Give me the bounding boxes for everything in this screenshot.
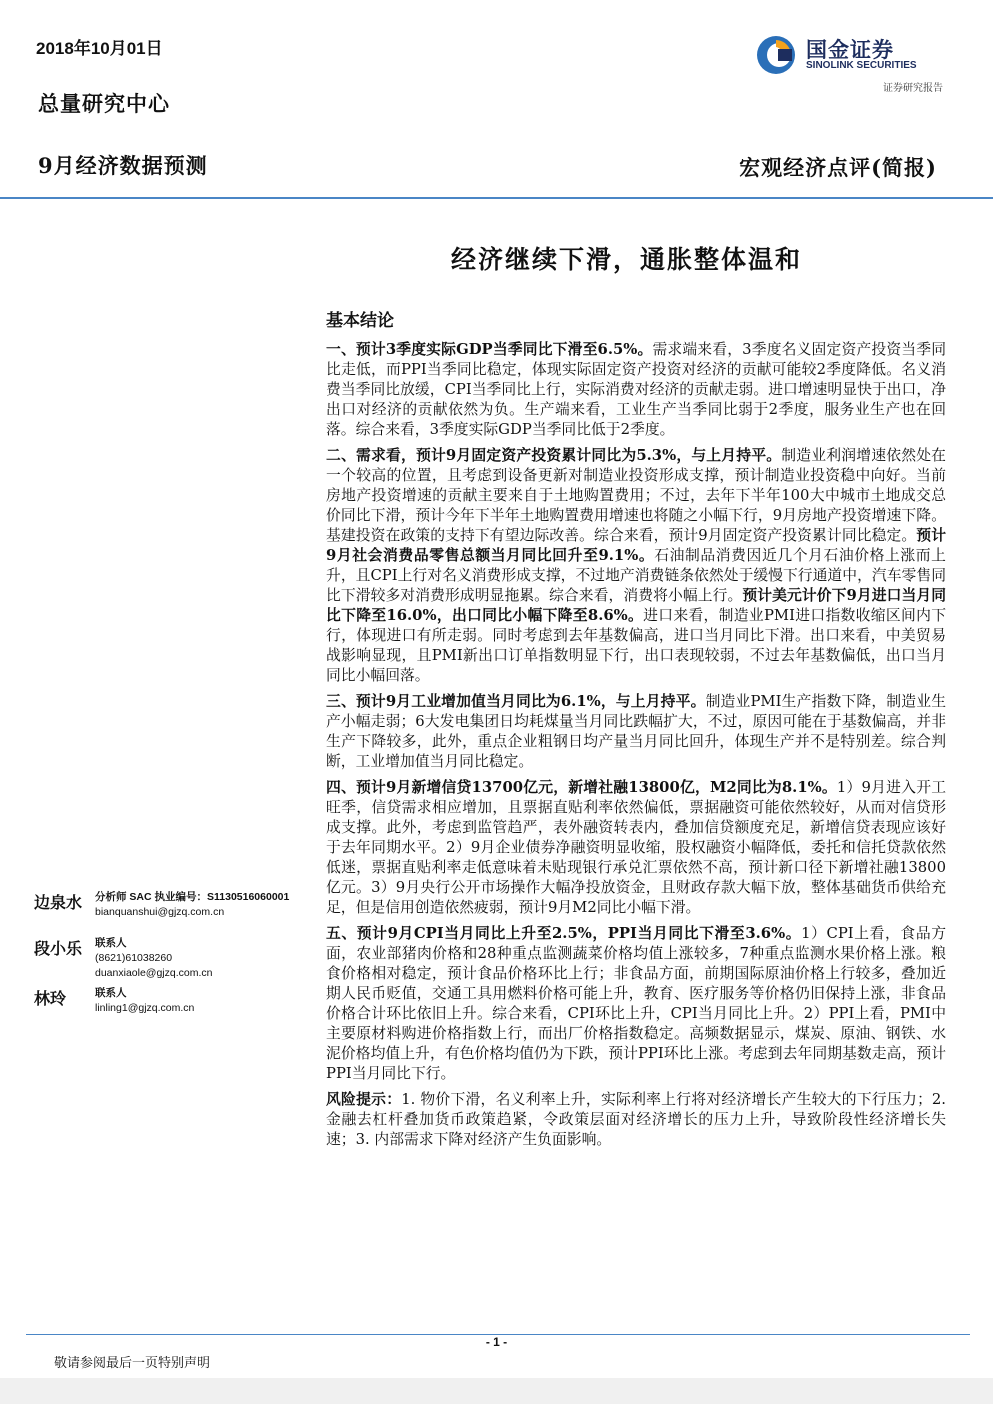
analyst-block xyxy=(34,936,314,981)
analyst-block xyxy=(34,986,314,1016)
report-type: 宏观经济点评(简报) xyxy=(739,155,937,180)
logo-wordmark-cn: 国金证券 xyxy=(806,39,894,62)
analyst-email[interactable]: duanxiaole@gjzq.com.cn xyxy=(95,967,213,979)
logo-wordmark-en: SINOLINK SECURITIES xyxy=(806,60,917,71)
report-date: 2018年10月01日 xyxy=(36,39,163,58)
paragraph-lead: 二、需求看，预计9月固定资产投资累计同比为5.3%，与上月持平。 xyxy=(326,447,782,464)
paragraph-industry xyxy=(326,692,946,772)
paragraph-lead: 一、预计3季度实际GDP当季同比下滑至6.5%。 xyxy=(326,341,653,358)
analyst-role: 联系人 xyxy=(95,937,127,949)
analyst-name: 边泉水 xyxy=(34,893,83,912)
footer-band xyxy=(0,1378,993,1404)
paragraph-text: 制造业利润增速依然处在一个较高的位置，且考虑到设备更新对制造业投资形成支撑，预计制造业投资稳中向好。当前房地产投资增速的贡献主要来自于土地购置费用；不过，去年下半年100大中城市土地成交总价同比下滑，预计今年下半年土地购置费用增速也将随之小幅下行，9月房地产投资增速下降。基建投资在政策的支持下有望边际改善。综合来看，预计9月固定资产投资累计同比稳定。 xyxy=(326,447,946,544)
paragraph-text: 制造业PMI生产指数下降，制造业生产小幅走弱；6大发电集团日均耗煤量当月同比跌幅扩大，不过，原因可能在于基数偏高，并非生产下降较多，此外，重点企业粗钢日均产量当月同比回升，体现生产并不是特别差。综合判断，工业增加值当月同比稳定。 xyxy=(326,693,946,770)
paragraph-text: 1. 物价下滑，名义利率上升，实际利率上行将对经济增长产生较大的下行压力；2. 金融去杠杆叠加货币政策趋紧，令政策层面对经济增长的压力上升，导致阶段性经济增长失速；3. 内部需求下降对经济产生负面影响。 xyxy=(326,1091,946,1148)
section-heading: 基本结论 xyxy=(326,311,394,331)
paragraph-lead: 预计9月社会消费品零售总额当月同比回升至9.1%。 xyxy=(326,527,946,564)
report-category-label: 证券研究报告 xyxy=(883,83,943,94)
paragraph-demand xyxy=(326,446,946,686)
sinolink-logo-icon xyxy=(752,32,804,78)
paragraph-risk xyxy=(326,1090,946,1150)
paragraph-credit xyxy=(326,778,946,918)
analyst-block xyxy=(34,890,314,920)
paragraph-lead: 预计美元计价下9月进口当月同比下降至16.0%，出口同比小幅下降至8.6%。 xyxy=(326,587,946,624)
analyst-role: 分析师 SAC 执业编号：S1130516060001 xyxy=(95,891,290,903)
analyst-phone: (8621)61038260 xyxy=(95,952,173,964)
report-title: 9月经济数据预测 xyxy=(38,153,208,178)
paragraph-gdp xyxy=(326,340,946,440)
paragraph-inflation xyxy=(326,924,946,1084)
header-divider xyxy=(0,197,993,199)
paragraph-text: 石油制品消费因近几个月石油价格上涨而上升，且CPI上行对名义消费形成支撑，不过地产消费链条依然处于缓慢下行通道中，汽车零售同比下滑较多对消费形成明显拖累。综合来看，消费将小幅上行。 xyxy=(326,547,946,604)
analyst-name: 段小乐 xyxy=(34,939,83,958)
paragraph-lead: 三、预计9月工业增加值当月同比为6.1%，与上月持平。 xyxy=(326,693,706,710)
analyst-role: 联系人 xyxy=(95,987,127,999)
paragraph-text: 需求端来看，3季度名义固定资产投资当季同比走低，而PPI当季同比稳定，体现实际固定资产投资对经济的贡献可能较2季度降低。名义消费当季同比放缓，CPI当季同比上行，实际消费对经济的贡献走弱。进口增速明显快于出口，净出口对经济的贡献依然为负。生产端来看，工业生产当季同比弱于2季度，服务业生产也在回落。综合来看，3季度实际GDP当季同比低于2季度。 xyxy=(326,341,946,438)
headline: 经济继续下滑，通胀整体温和 xyxy=(450,245,802,274)
paragraph-lead: 风险提示： xyxy=(326,1091,402,1108)
paragraph-lead: 四、预计9月新增信贷13700亿元，新增社融13800亿，M2同比为8.1%。 xyxy=(326,779,837,796)
paragraph-text: 进口来看，制造业PMI进口指数收缩区间内下行，体现进口有所走弱。同时考虑到去年基数偏高，进口当月同比下滑。出口来看，中美贸易战影响显现，且PMI新出口订单指数明显下行，出口表现较弱，不过去年基数偏低，出口当月同比小幅回落。 xyxy=(326,607,946,684)
paragraph-lead: 五、预计9月CPI当月同比上升至2.5%，PPI当月同比下滑至3.6%。 xyxy=(326,925,802,942)
analyst-email[interactable]: linling1@gjzq.com.cn xyxy=(95,1002,195,1014)
page-number: - 1 - xyxy=(485,1335,508,1349)
paragraph-text: 1）9月进入开工旺季，信贷需求相应增加，且票据直贴利率依然偏低，票据融资可能依然较好，从而对信贷形成支撑。此外，考虑到监管趋严，表外融资转表内，叠加信贷额度充足，新增信贷表现应该好于去年同期水平。2）9月企业债券净融资明显收缩，股权融资小幅降低，委托和信托贷款依然低迷，票据直贴利率走低意味着未贴现银行承兑汇票依然不高，预计新口径下新增社融13800亿元。3）9月央行公开市场操作大幅净投放资金，且财政存款大幅下放，整体基础货币供给充足，但是信用创造依然疲弱，预计9月M2同比小幅下滑。 xyxy=(326,779,946,916)
disclaimer-note: 敬请参阅最后一页特别声明 xyxy=(54,1356,211,1371)
paragraph-text: 1）CPI上看，食品方面，农业部猪肉价格和28种重点监测蔬菜价格均值上涨较多，7种重点监测水果价格上涨。粮食价格相对稳定，预计食品价格环比上行；非食品方面，前期国际原油价格上行较多，叠加近期人民币贬值，交通工具用燃料价格可能上升，教育、医疗服务等价格仍旧保持上涨，非食品价格合计环比依旧上升。综合来看，CPI环比上升，CPI当月同比上升。2）PPI上看，PMI中主要原材料购进价格指数上行，而出厂价格指数稳定。高频数据显示，煤炭、原油、钢铁、水泥价格均值上升，有色价格均值仍为下跌，预计PPI环比上涨。考虑到去年同期基数走高，预计PPI当月同比下行。 xyxy=(326,925,947,1082)
research-center-name: 总量研究中心 xyxy=(38,91,170,116)
analyst-name: 林玲 xyxy=(34,989,67,1008)
report-body xyxy=(326,340,946,1156)
analyst-email[interactable]: bianquanshui@gjzq.com.cn xyxy=(95,906,225,918)
